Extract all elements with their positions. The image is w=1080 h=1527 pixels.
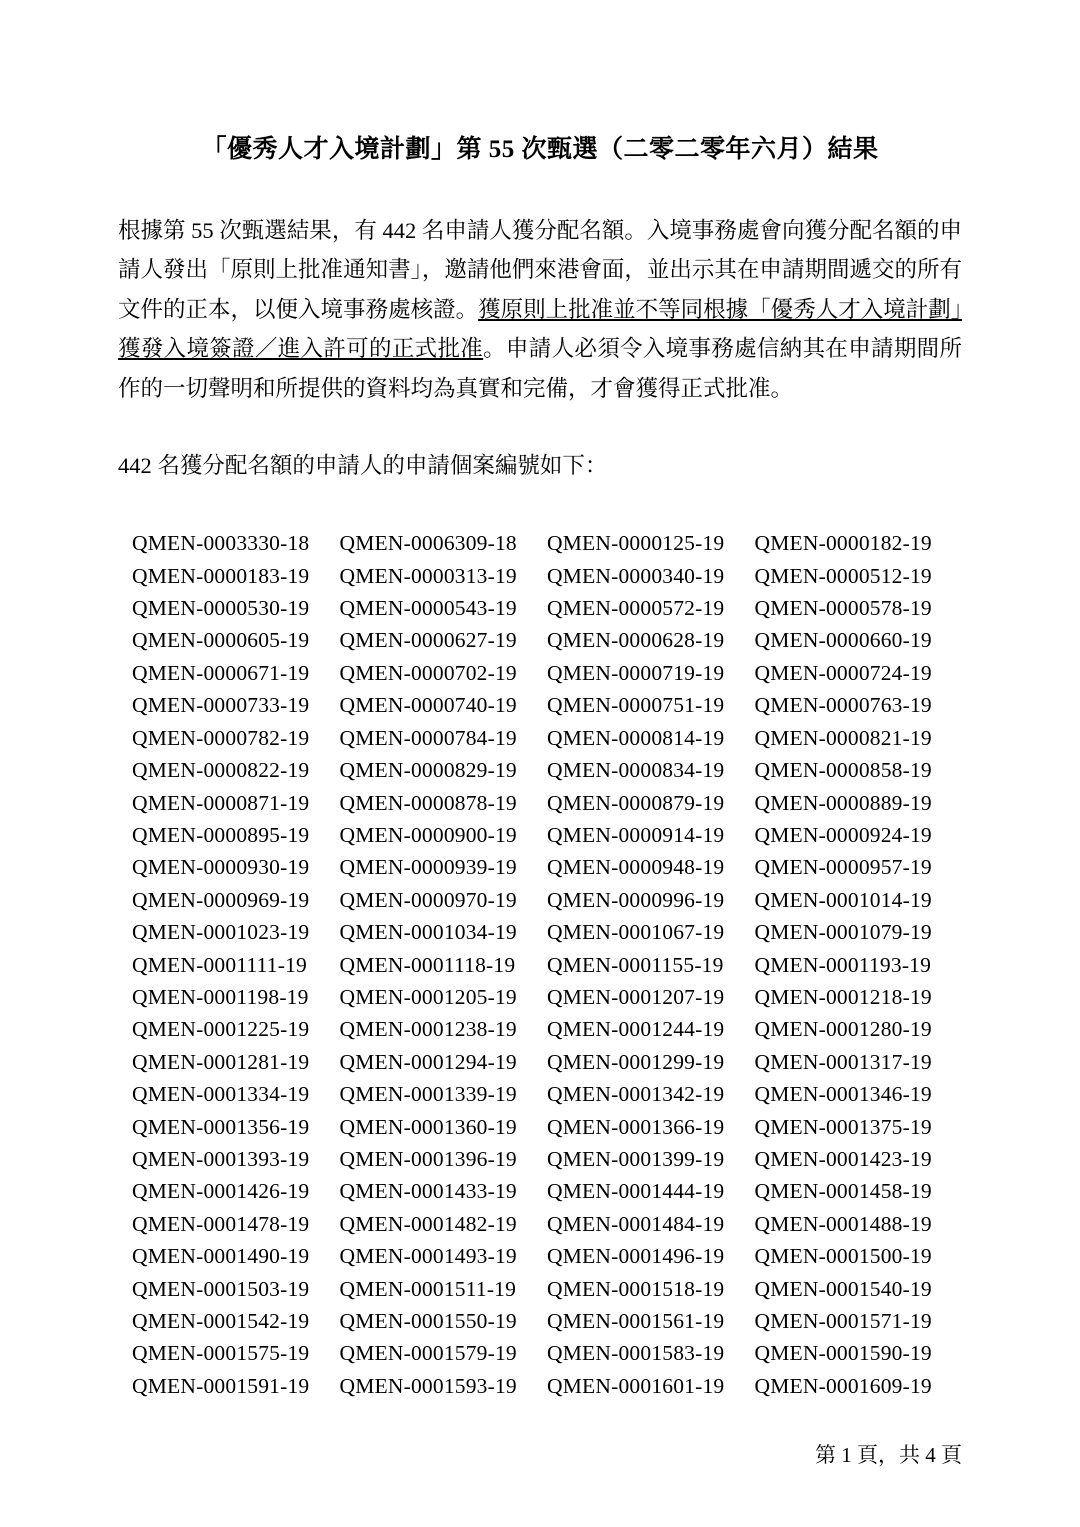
case-number-item: QMEN-0000628-19 [547, 628, 725, 653]
case-number-item: QMEN-0001484-19 [547, 1211, 725, 1236]
case-number-item: QMEN-0001500-19 [754, 1244, 932, 1269]
case-number-item: QMEN-0001014-19 [754, 887, 932, 912]
case-number-item: QMEN-0001488-19 [754, 1211, 932, 1236]
case-number-item: QMEN-0000948-19 [547, 855, 725, 880]
case-number-item: QMEN-0001493-19 [339, 1244, 517, 1269]
case-number-item: QMEN-0001111-19 [132, 952, 307, 977]
case-number-item: QMEN-0001482-19 [339, 1211, 517, 1236]
case-number-item: QMEN-0000996-19 [547, 887, 725, 912]
case-number-item: QMEN-0001356-19 [132, 1114, 310, 1139]
case-number-item: QMEN-0001118-19 [339, 952, 516, 977]
case-number-item: QMEN-0001561-19 [547, 1309, 725, 1333]
case-number-item: QMEN-0000313-19 [339, 563, 517, 588]
case-number-item: QMEN-0001478-19 [132, 1211, 310, 1236]
case-number-item: QMEN-0001334-19 [132, 1082, 310, 1107]
case-number-item: QMEN-0000183-19 [132, 563, 310, 588]
case-number-item: QMEN-0000829-19 [339, 758, 517, 783]
case-number-item: QMEN-0000895-19 [132, 822, 310, 847]
case-number-item: QMEN-0001511-19 [339, 1276, 517, 1301]
case-number-item: QMEN-0001079-19 [754, 920, 932, 945]
case-number-item: QMEN-0001244-19 [547, 1017, 725, 1042]
case-number-item: QMEN-0001218-19 [754, 984, 932, 1009]
case-number-item: QMEN-0001399-19 [547, 1146, 725, 1171]
case-number-item: QMEN-0000969-19 [132, 887, 310, 912]
case-number-item: QMEN-0000660-19 [754, 628, 932, 653]
case-number-item: QMEN-0000871-19 [132, 790, 310, 815]
case-number-item: QMEN-0000530-19 [132, 596, 310, 621]
case-number-item: QMEN-0000939-19 [339, 855, 517, 880]
intro-paragraph [118, 211, 962, 408]
case-number-item: QMEN-0001299-19 [547, 1049, 725, 1074]
case-number-item: QMEN-0000543-19 [339, 596, 517, 621]
case-number-item: QMEN-0000671-19 [132, 660, 310, 685]
case-number-item: QMEN-0000578-19 [754, 596, 932, 621]
case-number-item: QMEN-0000340-19 [547, 563, 725, 588]
case-number-item: QMEN-0000719-19 [547, 660, 725, 685]
case-number-item: QMEN-0001426-19 [132, 1179, 310, 1204]
case-number-item: QMEN-0001317-19 [754, 1049, 932, 1074]
case-number-item: QMEN-0000733-19 [132, 693, 310, 718]
case-number-item: QMEN-0001590-19 [754, 1341, 932, 1366]
case-number-item: QMEN-0001393-19 [132, 1146, 310, 1171]
case-number-item: QMEN-0001396-19 [339, 1146, 517, 1171]
case-number-item: QMEN-0001423-19 [754, 1146, 932, 1171]
case-number-item: QMEN-0000924-19 [754, 822, 932, 847]
case-number-grid [118, 527, 962, 1402]
case-number-item: QMEN-0000834-19 [547, 758, 725, 783]
case-number-item: QMEN-0000605-19 [132, 628, 310, 653]
case-number-item: QMEN-0001575-19 [132, 1341, 310, 1366]
case-number-item: QMEN-0001591-19 [132, 1373, 310, 1398]
case-number-item: QMEN-0000784-19 [339, 725, 517, 750]
case-number-item: QMEN-0000512-19 [754, 563, 932, 588]
case-number-item: QMEN-0001550-19 [339, 1309, 517, 1333]
intro-paragraph-part-1: 根據第 55 次甄選結果，有 442 名申請人獲分配名額。入境事務處會向獲分配名額的申請人發出「原則上批准通知書」，邀請他們來港會面，並出示其在申請期間遞交的所有文件的正本，以便入境事務處核證。 [118, 218, 962, 322]
case-number-item: QMEN-0001542-19 [132, 1309, 310, 1333]
case-number-item: QMEN-0001490-19 [132, 1244, 310, 1269]
case-number-item: QMEN-0001294-19 [339, 1049, 517, 1074]
case-number-item: QMEN-0000572-19 [547, 596, 725, 621]
case-number-item: QMEN-0000879-19 [547, 790, 725, 815]
case-number-item: QMEN-0001193-19 [754, 952, 932, 977]
case-number-item: QMEN-0001198-19 [132, 984, 309, 1009]
case-number-item: QMEN-0000930-19 [132, 855, 310, 880]
case-number-item: QMEN-0000821-19 [754, 725, 932, 750]
case-number-item: QMEN-0001583-19 [547, 1341, 725, 1366]
case-number-item: QMEN-0001281-19 [132, 1049, 310, 1074]
case-number-item: QMEN-0001433-19 [339, 1179, 517, 1204]
case-number-item: QMEN-0001360-19 [339, 1114, 517, 1139]
case-number-item: QMEN-0001155-19 [547, 952, 724, 977]
case-number-item: QMEN-0000889-19 [754, 790, 932, 815]
case-number-item: QMEN-0000782-19 [132, 725, 310, 750]
page-title: 「優秀人才入境計劃」第 55 次甄選（二零二零年六月）結果 [201, 136, 879, 163]
case-number-item: QMEN-0001518-19 [547, 1276, 725, 1301]
case-number-item: QMEN-0001205-19 [339, 984, 517, 1009]
case-number-item: QMEN-0001503-19 [132, 1276, 310, 1301]
case-number-item: QMEN-0006309-18 [339, 531, 517, 556]
case-number-item: QMEN-0000751-19 [547, 693, 725, 718]
intro-paragraph-part-2: 。申請人必須令入境事務處信納其在申請期間所作的一切聲明和所提供的資料均為真實和完備，才會獲得正式批准。 [118, 336, 962, 401]
case-number-item: QMEN-0001593-19 [339, 1373, 517, 1398]
case-number-item: QMEN-0000740-19 [339, 693, 517, 718]
case-number-item: QMEN-0001238-19 [339, 1017, 517, 1042]
case-number-item: QMEN-0000957-19 [754, 855, 932, 880]
case-number-item: QMEN-0001458-19 [754, 1179, 932, 1204]
case-number-item: QMEN-0001280-19 [754, 1017, 932, 1042]
case-number-item: QMEN-0000970-19 [339, 887, 517, 912]
case-number-item: QMEN-0001579-19 [339, 1341, 517, 1366]
case-number-item: QMEN-0000182-19 [754, 531, 932, 556]
case-number-item: QMEN-0001346-19 [754, 1082, 932, 1107]
list-intro-paragraph: 442 名獲分配名額的申請人的申請個案編號如下： [118, 452, 608, 478]
case-number-item: QMEN-0001207-19 [547, 984, 725, 1009]
intro-paragraph-underlined: 獲原則上批准並不等同根據「優秀人才入境計劃」獲發入境簽證／進入許可的正式批准 [118, 296, 962, 362]
case-number-item: QMEN-0000702-19 [339, 660, 517, 685]
case-number-item: QMEN-0001067-19 [547, 920, 725, 945]
case-number-item: QMEN-0001034-19 [339, 920, 517, 945]
case-number-item: QMEN-0001571-19 [754, 1309, 932, 1333]
case-number-item: QMEN-0001342-19 [547, 1082, 725, 1107]
case-number-item: QMEN-0001540-19 [754, 1276, 932, 1301]
case-number-item: QMEN-0001023-19 [132, 920, 310, 945]
case-number-item: QMEN-0000900-19 [339, 822, 517, 847]
case-number-item: QMEN-0000125-19 [547, 531, 725, 556]
case-number-item: QMEN-0001375-19 [754, 1114, 932, 1139]
case-number-item: QMEN-0000814-19 [547, 725, 725, 750]
case-number-item: QMEN-0000724-19 [754, 660, 932, 685]
case-number-item: QMEN-0000627-19 [339, 628, 517, 653]
case-number-item: QMEN-0001609-19 [754, 1373, 932, 1398]
case-number-item: QMEN-0000878-19 [339, 790, 517, 815]
case-number-item: QMEN-0000763-19 [754, 693, 932, 718]
case-number-item: QMEN-0001444-19 [547, 1179, 725, 1204]
case-number-item: QMEN-0000822-19 [132, 758, 310, 783]
case-number-item: QMEN-0001225-19 [132, 1017, 310, 1042]
case-number-item: QMEN-0001366-19 [547, 1114, 725, 1139]
case-number-item: QMEN-0000858-19 [754, 758, 932, 783]
case-number-item: QMEN-0001601-19 [547, 1373, 725, 1398]
case-number-item: QMEN-0001496-19 [547, 1244, 725, 1269]
case-number-item: QMEN-0001339-19 [339, 1082, 517, 1107]
page-footer: 第 1 頁，共 4 頁 [815, 1443, 962, 1467]
case-number-item: QMEN-0000914-19 [547, 822, 725, 847]
case-number-item: QMEN-0003330-18 [132, 531, 310, 556]
